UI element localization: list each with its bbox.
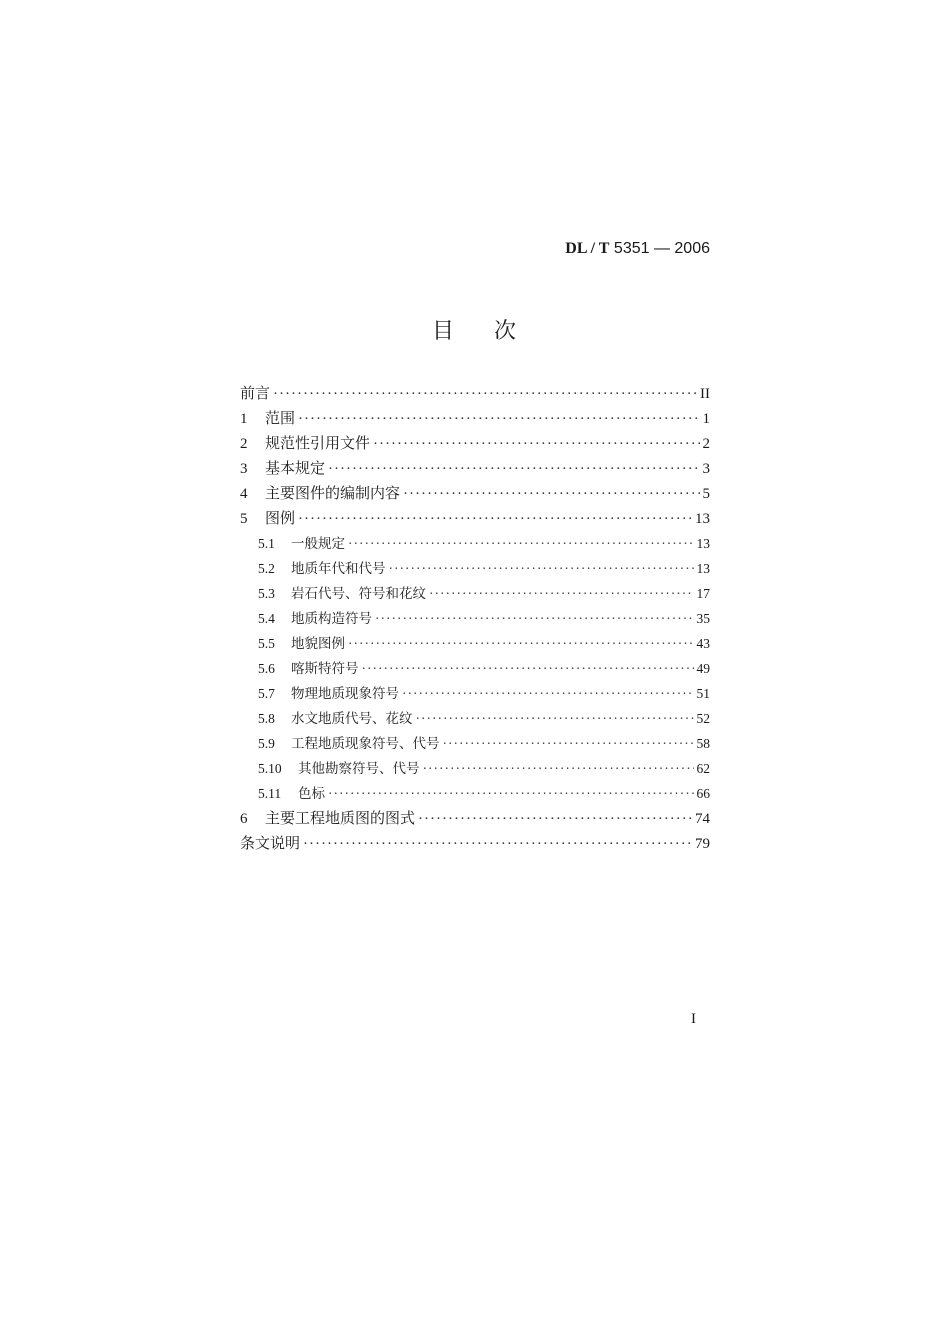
toc-entry-label: 基本规定 (265, 459, 326, 477)
toc-entry-page: 13 (696, 536, 710, 551)
toc-entry[interactable] (240, 706, 710, 731)
toc-dot-leader (429, 581, 694, 606)
toc-entry-label: 前言 (240, 384, 271, 402)
toc-entry-number: 5 (240, 511, 248, 527)
toc-entry-label: 喀斯特符号 (291, 661, 359, 677)
toc-dot-leader (418, 807, 692, 832)
toc-entry-page: 35 (696, 611, 710, 626)
toc-entry[interactable] (240, 631, 710, 656)
page-title (0, 314, 950, 345)
toc-entry-number: 3 (240, 461, 248, 477)
toc-entry-number: 1 (240, 411, 248, 427)
toc-dot-leader (328, 781, 694, 806)
toc-entry-number: 6 (240, 811, 248, 827)
toc-entry-label: 一般规定 (291, 536, 345, 552)
toc-entry-page: 51 (696, 686, 710, 701)
toc-entry[interactable] (240, 556, 710, 581)
toc-entry-number: 5.11 (258, 786, 282, 801)
toc-entry-label: 规范性引用文件 (265, 434, 371, 452)
toc-entry-number: 5.5 (258, 636, 275, 651)
toc-entry-label: 其他勘察符号、代号 (298, 761, 420, 777)
toc-entry[interactable] (240, 581, 710, 606)
toc-entry-label: 岩石代号、符号和花纹 (291, 586, 426, 602)
toc-entry-label: 工程地质现象符号、代号 (291, 736, 440, 752)
toc-entry-page: 58 (696, 736, 710, 751)
toc-entry[interactable] (240, 656, 710, 681)
toc-entry-page: 13 (695, 511, 710, 527)
title-char-1: 目 (431, 319, 456, 344)
toc-entry-page: II (700, 386, 710, 402)
toc-dot-leader (303, 832, 692, 857)
toc-entry-number: 5.4 (258, 611, 275, 626)
standard-prefix: DL / T (565, 240, 610, 257)
toc-entry[interactable] (240, 381, 710, 406)
toc-entry[interactable] (240, 456, 710, 481)
toc-entry-page: 49 (696, 661, 710, 676)
toc-entry[interactable] (240, 431, 710, 456)
toc-entry-label: 色标 (298, 786, 325, 802)
toc-entry-label: 地质构造符号 (291, 611, 372, 627)
toc-entry[interactable] (240, 481, 710, 506)
toc-entry-page: 17 (696, 586, 710, 601)
toc-dot-leader (348, 531, 694, 556)
toc-entry-number: 5.2 (258, 561, 275, 576)
toc-entry-number: 5.10 (258, 761, 282, 776)
toc-entry-page: 5 (702, 486, 710, 502)
toc-entry-page: 66 (696, 786, 710, 801)
toc-entry[interactable] (240, 506, 710, 531)
toc-entry[interactable] (240, 606, 710, 631)
toc-entry-number: 5.9 (258, 736, 275, 751)
toc-entry-page: 2 (702, 436, 710, 452)
toc-entry-number: 5.7 (258, 686, 275, 701)
toc-dot-leader (443, 731, 694, 756)
toc-entry-number: 5.3 (258, 586, 275, 601)
toc-entry[interactable] (240, 531, 710, 556)
toc-entry-page: 52 (696, 711, 710, 726)
toc-entry[interactable] (240, 681, 710, 706)
toc-entry-page: 3 (702, 461, 710, 477)
toc-dot-leader (373, 432, 699, 457)
toc-dot-leader (298, 407, 699, 432)
toc-entry-label: 图例 (265, 509, 296, 527)
toc-entry-page: 1 (702, 411, 710, 427)
toc-entry-label: 地貌图例 (291, 636, 345, 652)
toc-entry[interactable] (240, 406, 710, 431)
toc-entry-page: 43 (696, 636, 710, 651)
table-of-contents (240, 381, 710, 856)
toc-entry-number: 5.8 (258, 711, 275, 726)
toc-dot-leader (402, 681, 694, 706)
toc-entry[interactable] (240, 731, 710, 756)
toc-dot-leader (328, 457, 699, 482)
toc-entry-number: 4 (240, 486, 248, 502)
toc-entry[interactable] (240, 806, 710, 831)
toc-entry-page: 74 (695, 811, 710, 827)
toc-entry[interactable] (240, 781, 710, 806)
toc-dot-leader (362, 656, 694, 681)
standard-code (565, 240, 710, 258)
toc-entry-number: 5.1 (258, 536, 275, 551)
toc-entry-page: 62 (696, 761, 710, 776)
toc-dot-leader (375, 606, 694, 631)
toc-entry-label: 水文地质代号、花纹 (291, 711, 413, 727)
toc-entry-label: 范围 (265, 409, 296, 427)
toc-entry-label: 条文说明 (240, 834, 301, 852)
toc-entry-label: 物理地质现象符号 (291, 686, 399, 702)
toc-dot-leader (273, 382, 697, 407)
standard-number: 5351 — 2006 (613, 240, 710, 257)
toc-entry[interactable] (240, 831, 710, 856)
toc-entry-label: 主要图件的编制内容 (265, 484, 401, 502)
toc-dot-leader (423, 756, 694, 781)
title-char-2: 次 (494, 319, 519, 344)
toc-dot-leader (348, 631, 694, 656)
toc-dot-leader (416, 706, 694, 731)
toc-entry-number: 5.6 (258, 661, 275, 676)
toc-entry[interactable] (240, 756, 710, 781)
page-number: I (691, 1011, 696, 1027)
toc-dot-leader (403, 482, 699, 507)
toc-entry-page: 13 (696, 561, 710, 576)
toc-entry-number: 2 (240, 436, 248, 452)
toc-entry-label: 主要工程地质图的图式 (265, 809, 416, 827)
toc-entry-page: 79 (695, 836, 710, 852)
toc-dot-leader (389, 556, 694, 581)
toc-entry-label: 地质年代和代号 (291, 561, 386, 577)
toc-dot-leader (298, 507, 692, 532)
